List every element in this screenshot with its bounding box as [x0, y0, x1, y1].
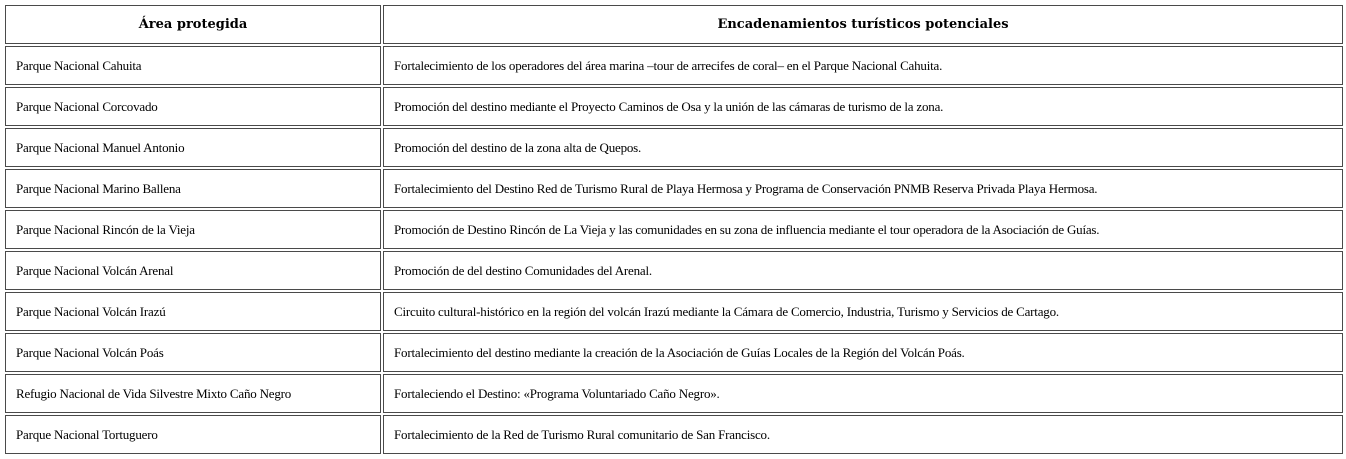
- cell-protected-area: Parque Nacional Volcán Poás: [5, 333, 381, 372]
- cell-tourism-linkage: Fortalecimiento de los operadores del área marina –tour de arrecifes de coral– en el Parque Nacional Cahuita.: [383, 46, 1343, 85]
- cell-tourism-linkage: Promoción del destino mediante el Proyecto Caminos de Osa y la unión de las cámaras de turismo de la zona.: [383, 87, 1343, 126]
- cell-tourism-linkage: Fortalecimiento del destino mediante la creación de la Asociación de Guías Locales de la Región del Volcán Poás.: [383, 333, 1343, 372]
- header-protected-area: Área protegida: [5, 5, 381, 44]
- cell-tourism-linkage: Promoción de del destino Comunidades del Arenal.: [383, 251, 1343, 290]
- table-row: [5, 333, 1343, 372]
- tourism-linkages-table: [3, 3, 1345, 456]
- table-row: [5, 415, 1343, 454]
- table-row: [5, 128, 1343, 167]
- cell-tourism-linkage: Promoción del destino de la zona alta de Quepos.: [383, 128, 1343, 167]
- table-row: [5, 169, 1343, 208]
- table-row: [5, 46, 1343, 85]
- table-row: [5, 87, 1343, 126]
- cell-protected-area: Parque Nacional Manuel Antonio: [5, 128, 381, 167]
- header-tourism-linkages: Encadenamientos turísticos potenciales: [383, 5, 1343, 44]
- cell-protected-area: Parque Nacional Volcán Arenal: [5, 251, 381, 290]
- cell-protected-area: Parque Nacional Cahuita: [5, 46, 381, 85]
- cell-protected-area: Parque Nacional Rincón de la Vieja: [5, 210, 381, 249]
- cell-protected-area: Parque Nacional Marino Ballena: [5, 169, 381, 208]
- cell-protected-area: Refugio Nacional de Vida Silvestre Mixto Caño Negro: [5, 374, 381, 413]
- table-row: [5, 292, 1343, 331]
- table-row: [5, 374, 1343, 413]
- cell-protected-area: Parque Nacional Corcovado: [5, 87, 381, 126]
- cell-tourism-linkage: Circuito cultural-histórico en la región del volcán Irazú mediante la Cámara de Comercio, Industria, Turismo y Servicios de Cartago.: [383, 292, 1343, 331]
- cell-protected-area: Parque Nacional Volcán Irazú: [5, 292, 381, 331]
- table-row: [5, 210, 1343, 249]
- cell-protected-area: Parque Nacional Tortuguero: [5, 415, 381, 454]
- cell-tourism-linkage: Promoción de Destino Rincón de La Vieja y las comunidades en su zona de influencia mediante el tour operadora de la Asociación de Guías.: [383, 210, 1343, 249]
- cell-tourism-linkage: Fortaleciendo el Destino: «Programa Voluntariado Caño Negro».: [383, 374, 1343, 413]
- table-row: [5, 251, 1343, 290]
- cell-tourism-linkage: Fortalecimiento del Destino Red de Turismo Rural de Playa Hermosa y Programa de Conservación PNMB Reserva Privada Playa Hermosa.: [383, 169, 1343, 208]
- cell-tourism-linkage: Fortalecimiento de la Red de Turismo Rural comunitario de San Francisco.: [383, 415, 1343, 454]
- table-header-row: [5, 5, 1343, 44]
